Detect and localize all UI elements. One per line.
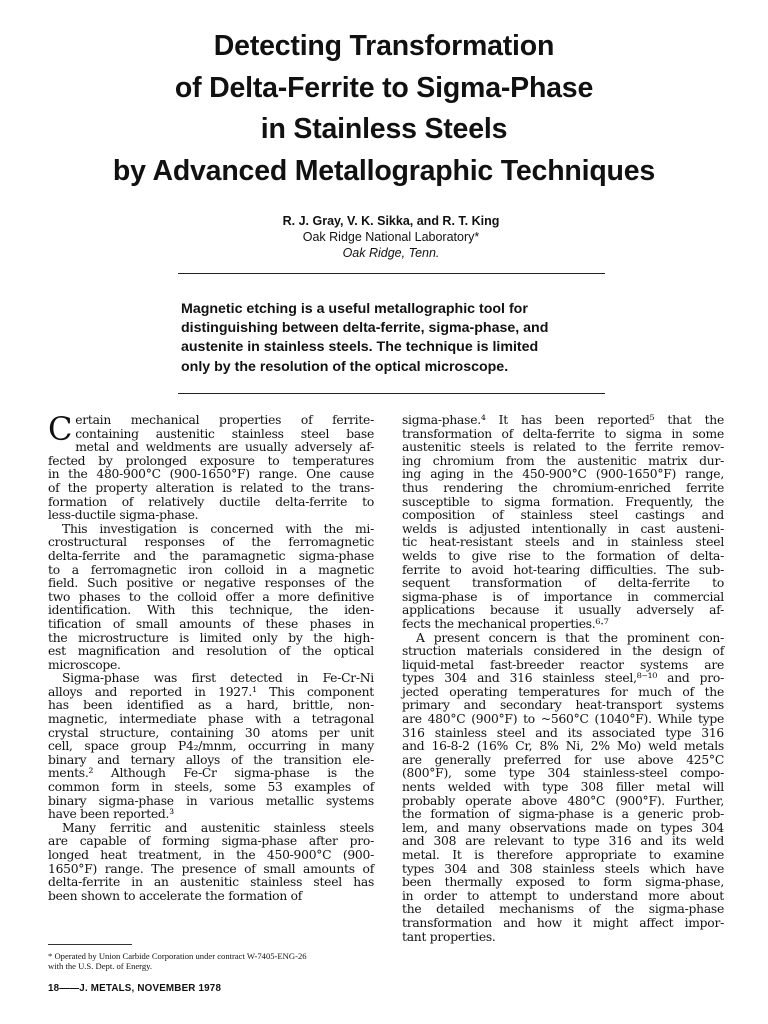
body-line: Many ferritic and austenitic stainless steels — [62, 820, 374, 835]
body-line: ferrite to avoid hot-tearing difficulties. The sub- — [402, 562, 724, 577]
body-line: metal and weldments are usually adversely af- — [75, 440, 374, 455]
body-line: crystal structure, containing 30 atoms per unit — [48, 725, 374, 740]
body-line: applications because it usually adversely af- — [402, 603, 724, 618]
body-line: probably operate above 480°C (900°F). Further, — [402, 793, 724, 808]
body-line: and 308 are relevant to type 316 and its weld — [402, 834, 724, 849]
divider-top — [178, 273, 605, 274]
body-line: containing austenitic stainless steel base — [75, 426, 374, 441]
body-line: to a ferromagnetic iron colloid in a magnetic — [48, 562, 374, 577]
body-line: sigma-phase.⁴ It has been reported⁵ that the — [402, 413, 724, 427]
body-line: have been reported.³ — [48, 807, 174, 822]
abstract-line: Magnetic etching is a useful metallographic tool for — [181, 301, 528, 317]
body-line: delta-ferrite in an austenitic stainless steel has — [48, 875, 374, 890]
body-line: ing chromium from the austenitic matrix dur- — [402, 453, 724, 468]
body-line: are 480°C (900°F) to ~560°C (1040°F). While type — [402, 712, 724, 727]
title-line: of Delta-Ferrite to Sigma-Phase — [174, 71, 594, 104]
body-line: ments.² Although Fe-Cr sigma-phase is the — [48, 766, 374, 781]
body-line: types 304 and 316 stainless steel,⁸⁻¹⁰ and pro- — [402, 671, 724, 686]
author-affiliation: Oak Ridge National Laboratory* — [302, 230, 480, 244]
body-line: binary sigma-phase in various metallic systems — [48, 793, 374, 808]
body-line: field. Such positive or negative responses of the — [48, 576, 374, 591]
body-line: in order to attempt to understand more about — [402, 888, 724, 903]
divider-bottom — [178, 393, 605, 394]
body-line: thus rendering the chromium-enriched ferrite — [402, 480, 724, 495]
body-line: fected by prolonged exposure to temperatures — [48, 453, 374, 468]
footnote — [48, 951, 378, 971]
body-line: Sigma-phase was first detected in Fe-Cr-Ni — [62, 671, 374, 686]
body-line: austenitic steels is related to the ferrite remov- — [402, 440, 724, 455]
body-line: formation of relatively ductile delta-ferrite to — [48, 494, 374, 509]
body-line: nents welded with type 308 filler metal will — [402, 780, 724, 795]
body-column-right — [402, 414, 724, 944]
body-line: two phases to the colloid offer a more definitive — [48, 589, 374, 604]
body-line: tant properties. — [402, 929, 496, 944]
body-line: cell, space group P4₂/mnm, occurring in many — [48, 739, 374, 754]
body-line: less-ductile sigma-phase. — [48, 508, 199, 523]
body-line: lem, and many observations made on types 304 — [402, 820, 724, 835]
abstract-line: distinguishing between delta-ferrite, sigma-phase, and — [181, 320, 549, 337]
abstract-line: austenite in stainless steels. The technique is limited — [181, 339, 539, 356]
body-line: This investigation is concerned with the mi- — [62, 521, 374, 536]
body-line: metal. It is therefore appropriate to examine — [402, 848, 724, 862]
title-line: by Advanced Metallographic Techniques — [112, 154, 656, 187]
body-line: the formation of sigma-phase is a generic prob- — [402, 807, 724, 822]
body-line: the detailed mechanisms of the sigma-phase — [402, 902, 724, 917]
footnote-rule — [48, 944, 132, 945]
body-line: common form in steels, some 53 examples of — [48, 780, 374, 795]
body-line: crostructural responses of the ferromagnetic — [48, 535, 374, 550]
body-line: A present concern is that the prominent con- — [416, 630, 724, 645]
body-line: has been identified as a hard, brittle, non- — [48, 698, 374, 713]
body-line: jected operating temperatures for much of the — [402, 684, 724, 699]
body-line: 1650°F) range. The presence of small amounts of — [48, 861, 374, 876]
author-location: Oak Ridge, Tenn. — [342, 246, 440, 260]
body-line: est magnification and resolution of the optical — [48, 644, 374, 659]
title-line: in Stainless Steels — [260, 113, 508, 145]
body-line: of the property alteration is related to the trans- — [48, 480, 374, 495]
body-line: the microstructure is limited only by the high- — [48, 630, 374, 645]
body-line: been shown to accelerate the formation of — [48, 888, 303, 903]
author-names: R. J. Gray, V. K. Sikka, and R. T. King — [282, 214, 500, 228]
body-line: struction materials considered in the design of — [402, 644, 724, 659]
body-line: in the 480-900°C (900-1650°F) range. One cause — [48, 467, 374, 482]
body-line: alloys and reported in 1927.¹ This component — [48, 684, 374, 699]
body-line: tic heat-resistant steels and in stainless steel — [402, 535, 724, 550]
body-line: (800°F), some type 304 stainless-steel compo- — [402, 766, 724, 781]
body-line: transformation and how it might affect impor- — [402, 915, 724, 930]
author-block — [0, 213, 768, 261]
body-line: transformation of delta-ferrite to sigma in some — [402, 426, 724, 441]
body-line: binary and ternary alloys of the transition ele- — [48, 752, 374, 767]
body-line: primary and secondary heat-transport systems — [402, 698, 724, 713]
body-line: are generally preferred for use above 425°C — [402, 752, 724, 767]
body-line: composition of stainless steel castings and — [402, 508, 724, 523]
body-line: sequent transformation of delta-ferrite to — [402, 576, 724, 591]
body-line: microscope. — [48, 657, 121, 672]
body-line: are capable of forming sigma-phase after pro- — [48, 834, 374, 849]
body-line: types 304 and 308 stainless steels which have — [402, 861, 724, 876]
article-title — [0, 26, 768, 192]
abstract-line: only by the resolution of the optical microscope. — [181, 358, 509, 375]
body-line: fects the mechanical properties.⁶·⁷ — [402, 616, 609, 631]
body-line: delta-ferrite and the paramagnetic sigma-phase — [48, 548, 374, 563]
body-line: ertain mechanical properties of ferrite- — [75, 413, 374, 427]
body-column-left — [48, 410, 374, 903]
body-line: tification of small amounts of these phases in — [48, 616, 374, 631]
body-line: longed heat treatment, in the 450-900°C (900- — [48, 848, 374, 862]
abstract — [181, 300, 611, 377]
body-line: welds is adjusted intentionally in cast austeni- — [402, 521, 724, 536]
footnote-line: with the U.S. Dept. of Energy. — [48, 961, 153, 971]
page-footer: 18——J. METALS, NOVEMBER 1978 — [48, 983, 222, 994]
drop-cap: C — [48, 410, 73, 448]
body-line: sigma-phase is of importance in commercial — [402, 589, 724, 604]
body-line: ing aging in the 450-900°C (900-1650°F) range, — [402, 467, 724, 482]
body-line: susceptible to sigma formation. Frequently, the — [402, 494, 724, 509]
body-line: and 16-8-2 (16% Cr, 8% Ni, 2% Mo) weld metals — [402, 739, 724, 754]
body-line: liquid-metal fast-breeder reactor systems are — [402, 657, 724, 672]
body-line: identification. With this technique, the iden- — [48, 603, 374, 618]
footnote-line: * Operated by Union Carbide Corporation under contract W-7405-ENG-26 — [48, 951, 307, 961]
body-line: welds to give rise to the formation of delta- — [402, 548, 724, 563]
title-line: Detecting Transformation — [213, 30, 555, 62]
body-line: been thermally exposed to form sigma-phase, — [402, 875, 724, 890]
body-line: 316 stainless steel and its associated type 316 — [402, 725, 724, 740]
body-line: magnetic, intermediate phase with a tetragonal — [48, 712, 374, 727]
